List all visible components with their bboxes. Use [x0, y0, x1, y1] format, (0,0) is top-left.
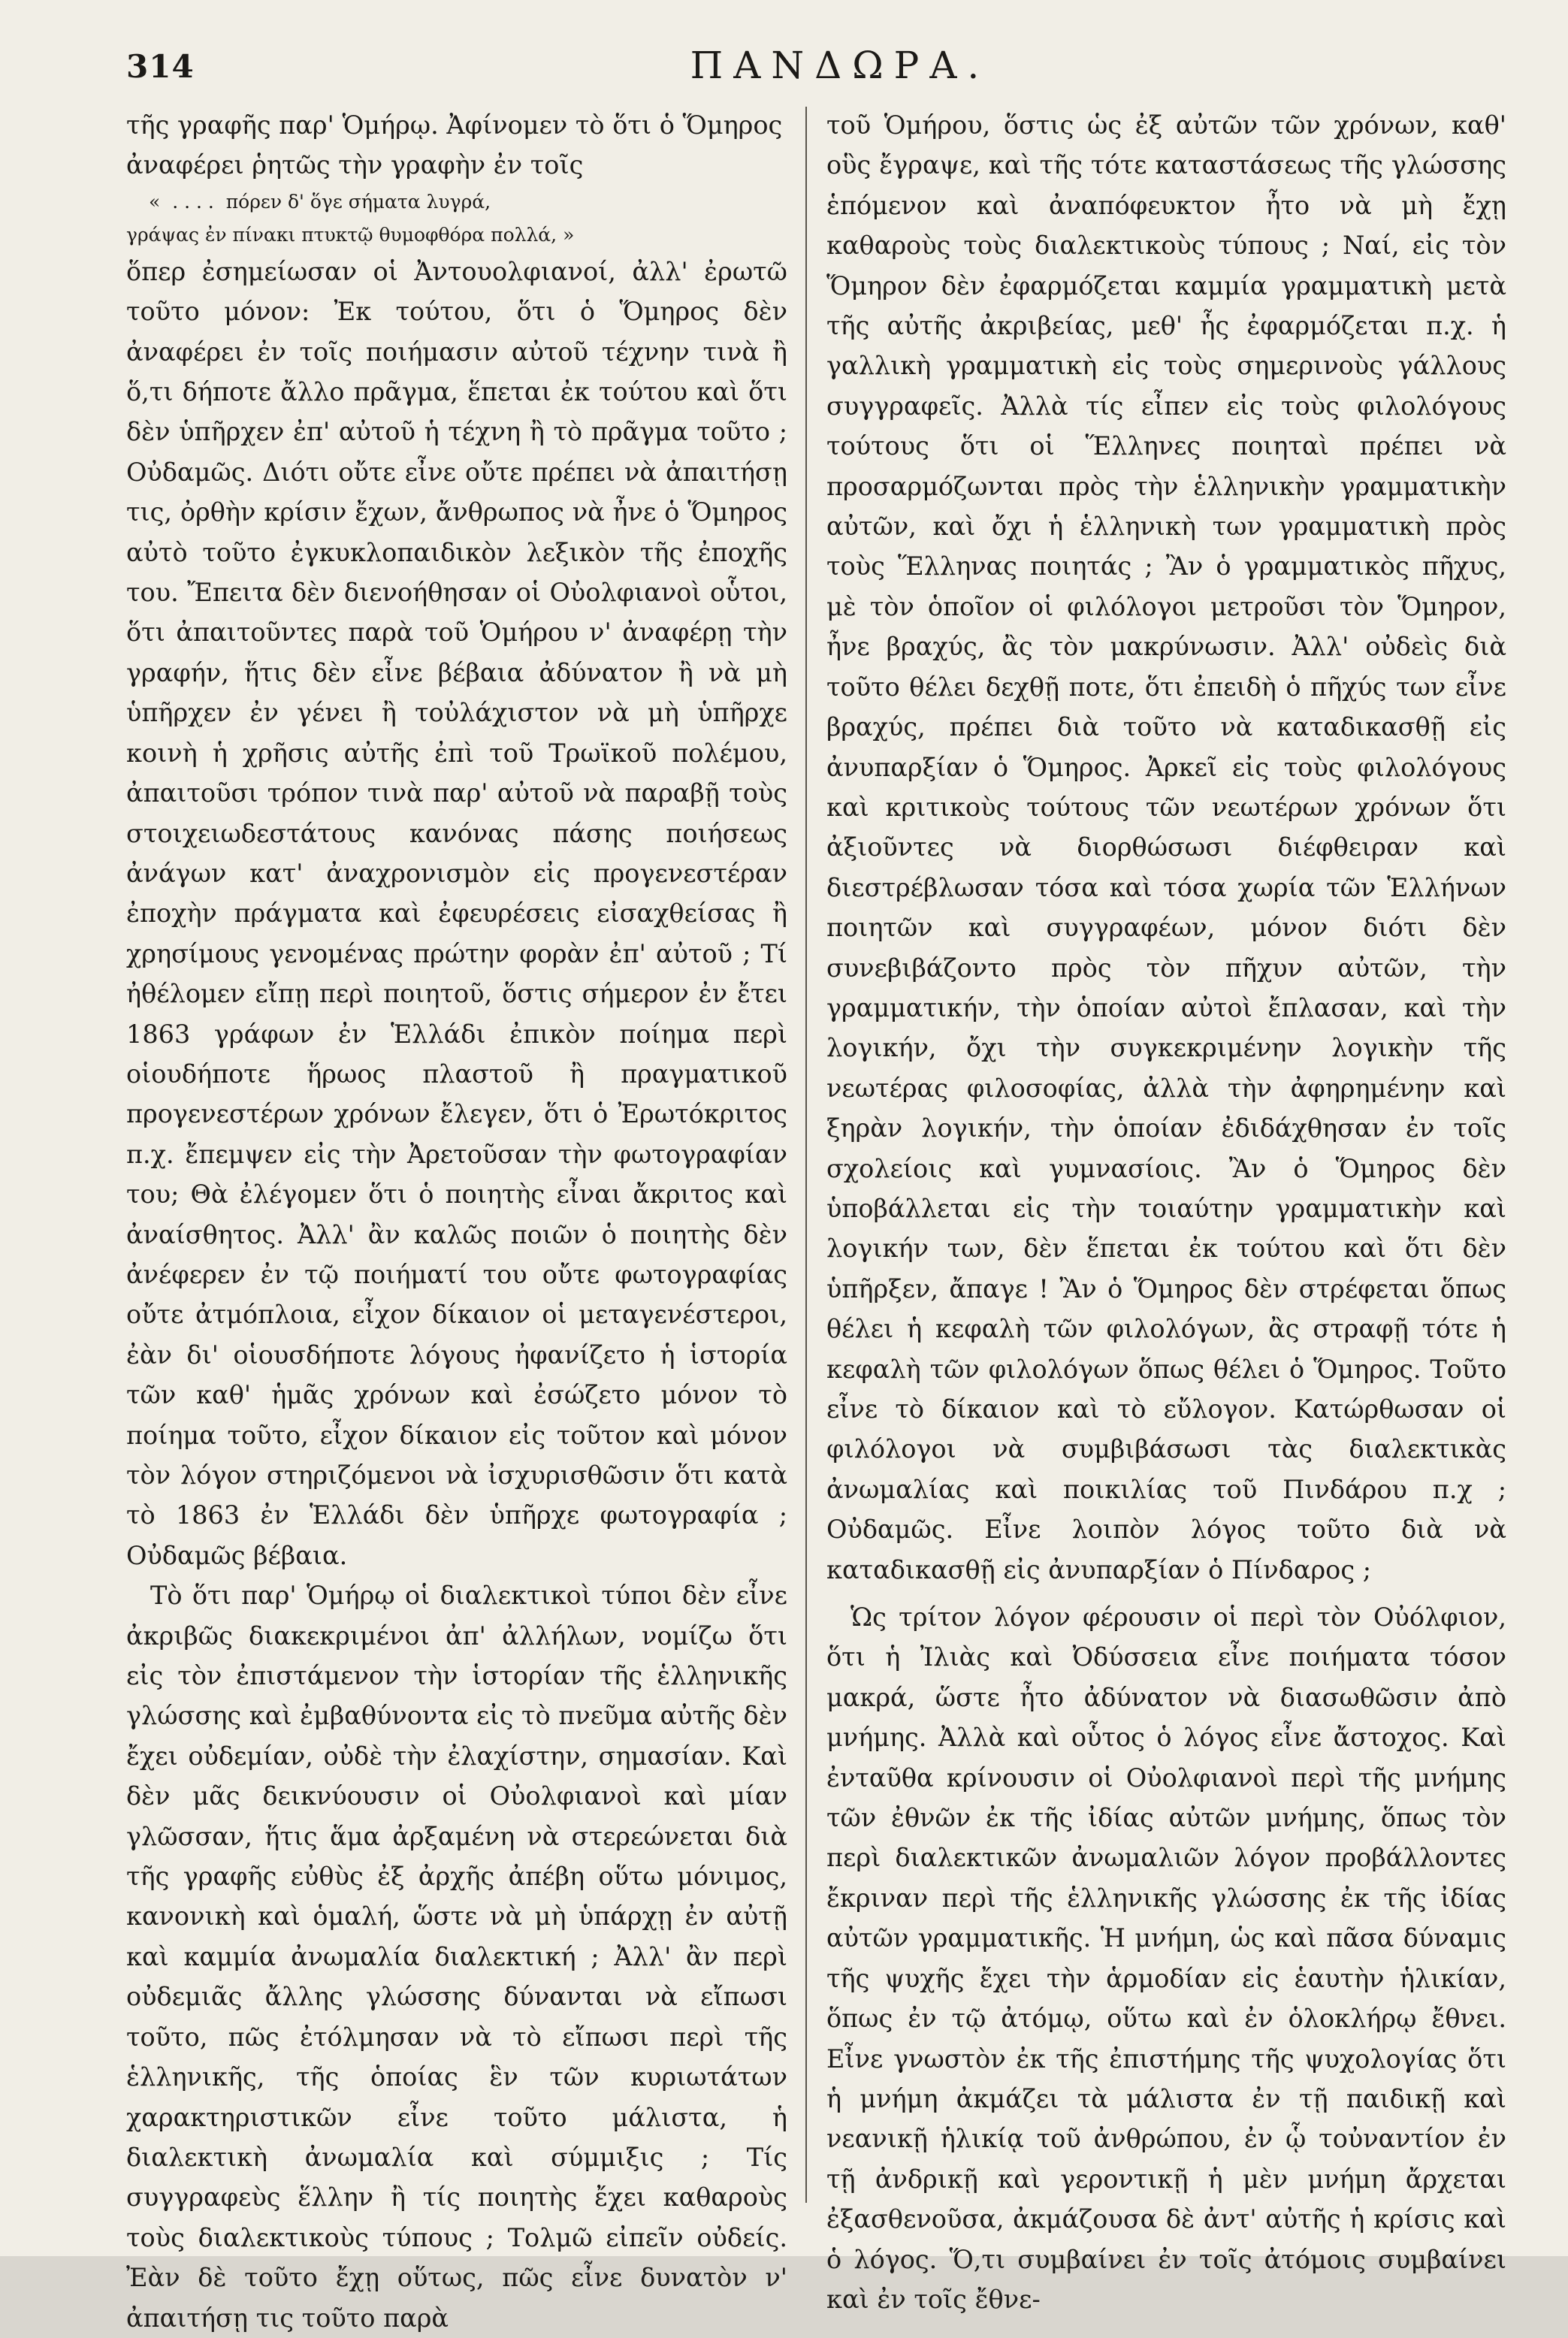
left-column	[126, 105, 787, 2338]
page-header	[126, 44, 1539, 96]
running-title: ΠΑΝΔΩΡΑ.	[690, 44, 990, 87]
left-paragraph-2: ὅπερ ἐσημείωσαν οἱ Ἀντουολφιανοί, ἀλλ' ἐρωτῶ τοῦτο μόνον: Ἐκ τούτου, ὅτι ὁ Ὅμηρος δὲν ἀναφέρει ἐν τοῖς ποιήμασιν αὐτοῦ τέχνην τινὰ ἢ ὅ,τι δήποτε ἄλλο πρᾶγμα, ἕπεται ἐκ τούτου καὶ ὅτι δὲν ὑπῆρχεν ἐπ' αὐτοῦ ἡ τέχνη ἢ τὸ πρᾶγμα τοῦτο ; Οὐδαμῶς. Διότι οὔτε εἶνε οὔτε πρέπει νὰ ἀπαιτήσῃ τις, ὀρθὴν κρίσιν ἔχων, ἄνθρωπος νὰ ἦνε ὁ Ὅμηρος αὐτὸ τοῦτο ἐγκυκλοπαιδικὸν λεξικὸν τῆς ἐποχῆς του. Ἔπειτα δὲν διενοήθησαν οἱ Οὐολφιανοὶ οὗτοι, ὅτι ἀπαιτοῦντες παρὰ τοῦ Ὁμήρου ν' ἀναφέρῃ τὴν γραφήν, ἥτις δὲν εἶνε βέβαια ἀδύνατον ἢ νὰ μὴ ὑπῆρχεν ἐν γένει ἢ τοὐλάχιστον νὰ μὴ ὑπῆρχε κοινὴ ἡ χρῆσις αὐτῆς ἐπὶ τοῦ Τρωϊκοῦ πολέμου, ἀπαιτοῦσι τρόπον τινὰ παρ' αὐτοῦ νὰ παραβῇ τοὺς στοιχειωδεστάτους κανόνας πάσης ποιήσεως ἀνάγων κατ' ἀναχρονισμὸν εἰς προγενεστέραν ἐποχὴν πράγματα καὶ ἐφευρέσεις εἰσαχθείσας ἢ χρησίμους γενομένας πρώτην φορὰν ἐπ' αὐτοῦ ; Τί ἠθέλομεν εἴπῃ περὶ ποιητοῦ, ὅστις σήμερον ἐν ἔτει 1863 γράφων ἐν Ἑλλάδι ἐπικὸν ποίημα περὶ οἱουδήποτε ἥρωος πλαστοῦ ἢ πραγματικοῦ προγενεστέρων χρόνων ἔλεγεν, ὅτι ὁ Ἐρωτόκριτος π.χ. ἔπεμψεν εἰς τὴν Ἀρετοῦσαν τὴν φωτογραφίαν του; Θὰ ἐλέγομεν ὅτι ὁ ποιητὴς εἶναι ἄκριτος καὶ ἀναίσθητος. Ἀλλ' ἂν καλῶς ποιῶν ὁ ποιητὴς δὲν ἀνέφερεν ἐν τῷ ποιήματί του οὔτε φωτογραφίας οὔτε ἀτμόπλοια, εἶχον δίκαιον οἱ μεταγενέστεροι, ἐὰν δι' οἱουσδήποτε λόγους ἠφανίζετο ἡ ἱστορία τῶν καθ' ἡμᾶς χρόνων καὶ ἐσώζετο μόνον τὸ ποίημα τοῦτο, εἶχον δίκαιον εἰς τοῦτον καὶ μόνον τὸν λόγον στηριζόμενοι νὰ ἰσχυρισθῶσιν ὅτι κατὰ τὸ 1863 ἐν Ἑλλάδι δὲν ὑπῆρχε φωτογραφία ; Οὐδαμῶς βέβαια.	[126, 256, 787, 1570]
column-divider	[805, 107, 807, 2203]
left-paragraph-1-line-2: ἀναφέρει ῥητῶς τὴν γραφὴν ἐν τοῖς	[126, 150, 584, 180]
right-paragraph-1: τοῦ Ὁμήρου, ὅστις ὡς ἐξ αὐτῶν τῶν χρόνων, καθ' οὓς ἔγραψε, καὶ τῆς τότε καταστάσεως τῆς γλώσσης ἑπόμενον καὶ ἀναπόφευκτον ἦτο νὰ μὴ ἔχῃ καθαροὺς τοὺς διαλεκτικοὺς τύπους ; Ναί, εἰς τὸν Ὅμηρον δὲν ἐφαρμόζεται καμμία γραμματικὴ μετὰ τῆς αὐτῆς ἀκριβείας, μεθ' ἧς ἐφαρμόζεται π.χ. ἡ γαλλικὴ γραμματικὴ εἰς τοὺς σημερινοὺς γάλλους συγγραφεῖς. Ἀλλὰ τίς εἶπεν εἰς τοὺς φιλολόγους τούτους ὅτι οἱ Ἕλληνες ποιηταὶ πρέπει νὰ προσαρμόζωνται πρὸς τὴν ἑλληνικὴν γραμματικὴν αὐτῶν, καὶ ὄχι ἡ ἑλληνικὴ των γραμματικὴ πρὸς τοὺς Ἕλληνας ποιητάς ; Ἂν ὁ γραμματικὸς πῆχυς, μὲ τὸν ὁποῖον οἱ φιλόλογοι μετροῦσι τὸν Ὅμηρον, ἦνε βραχύς, ἂς τὸν μακρύνωσιν. Ἀλλ' οὐδεὶς διὰ τοῦτο θέλει δεχθῇ ποτε, ὅτι ἐπειδὴ ὁ πῆχύς των εἶνε βραχύς, πρέπει διὰ τοῦτο νὰ καταδικασθῇ εἰς ἀνυπαρξίαν ὁ Ὅμηρος. Ἀρκεῖ εἰς τοὺς φιλολόγους καὶ κριτικοὺς τούτους τῶν νεωτέρων χρόνων ὅτι ἀξιοῦντες νὰ διορθώσωσι διέφθειραν καὶ διεστρέβλωσαν τόσα καὶ τόσα χωρία τῶν Ἑλλήνων ποιητῶν καὶ συγγραφέων, μόνον διότι δὲν συνεβιβάζοντο πρὸς τὸν πῆχυν αὐτῶν, τὴν γραμματικήν, τὴν ὁποίαν αὐτοὶ ἔπλασαν, καὶ τὴν λογικήν, ὄχι τὴν συγκεκριμένην λογικὴν τῆς νεωτέρας φιλοσοφίας, ἀλλὰ τὴν ἀφηρημένην καὶ ξηρὰν λογικήν, τὴν ὁποίαν ἐδιδάχθησαν ἐν τοῖς σχολείοις καὶ γυμνασίοις. Ἂν ὁ Ὅμηρος δὲν ὑποβάλλεται εἰς τὴν τοιαύτην γραμματικὴν καὶ λογικήν των, δὲν ἕπεται ἐκ τούτου καὶ ὅτι δὲν ὑπῆρξεν, ἄπαγε ! Ἂν ὁ Ὅμηρος δὲν στρέφεται ὅπως θέλει ἡ κεφαλὴ τῶν φιλολόγων, ἂς στραφῇ τότε ἡ κεφαλὴ τῶν φιλολόγων ὅπως θέλει ὁ Ὅμηρος. Τοῦτο εἶνε τὸ δίκαιον καὶ τὸ εὔλογον. Κατώρθωσαν οἱ φιλόλογοι νὰ συμβιβάσωσι τὰς διαλεκτικὰς ἀνωμαλίας καὶ ποικιλίας τοῦ Πινδάρου π.χ ; Οὐδαμῶς. Εἶνε λοιπὸν λόγος τοῦτο διὰ νὰ καταδικασθῇ εἰς ἀνυπαρξίαν ὁ Πίνδαρος ;	[826, 110, 1506, 1584]
right-paragraph-2: Ὡς τρίτον λόγον φέρουσιν οἱ περὶ τὸν Οὐόλφιον, ὅτι ἡ Ἰλιὰς καὶ Ὀδύσσεια εἶνε ποιήματα τόσον μακρά, ὥστε ἦτο ἀδύνατον νὰ διασωθῶσιν ἀπὸ μνήμης. Ἀλλὰ καὶ οὗτος ὁ λόγος εἶνε ἄστοχος. Καὶ ἐνταῦθα κρίνουσιν οἱ Οὐολφιανοὶ περὶ τῆς μνήμης τῶν ἐθνῶν ἐκ τῆς ἰδίας αὐτῶν μνήμης, ὅπως τὸν περὶ διαλεκτικῶν ἀνωμαλιῶν λόγον προβάλλοντες ἔκριναν περὶ τῆς ἑλληνικῆς γλώσσης ἐκ τῆς ἰδίας αὐτῶν γραμματικῆς. Ἡ μνήμη, ὡς καὶ πᾶσα δύναμις τῆς ψυχῆς ἔχει τὴν ἁρμοδίαν εἰς ἑαυτὴν ἡλικίαν, ὅπως ἐν τῷ ἀτόμῳ, οὕτω καὶ ἐν ὁλοκλήρῳ ἔθνει. Εἶνε γνωστὸν ἐκ τῆς ἐπιστήμης τῆς ψυχολογίας ὅτι ἡ μνήμη ἀκμάζει τὰ μάλιστα ἐν τῇ παιδικῇ καὶ νεανικῇ ἡλικίᾳ τοῦ ἀνθρώπου, ἐν ᾧ τοὐναντίον ἐν τῇ ἀνδρικῇ καὶ γεροντικῇ ἡ μὲν μνήμη ἄρχεται ἐξασθενοῦσα, ἀκμάζουσα δὲ ἀντ' αὐτῆς ἡ κρίσις καὶ ὁ λόγος. Ὅ,τι συμβαίνει ἐν τοῖς ἀτόμοις συμβαίνει καὶ ἐν τοῖς ἔθνε-	[826, 1602, 1506, 2314]
left-paragraph-3: Τὸ ὅτι παρ' Ὁμήρῳ οἱ διαλεκτικοὶ τύποι δὲν εἶνε ἀκριβῶς διακεκριμένοι ἀπ' ἀλλήλων, νομίζω ὅτι εἰς τὸν ἐπιστάμενον τὴν ἱστορίαν τῆς ἑλληνικῆς γλώσσης καὶ ἐμβαθύνοντα εἰς τὸ πνεῦμα αὐτῆς δὲν ἔχει οὐδεμίαν, οὐδὲ τὴν ἐλαχίστην, σημασίαν. Καὶ δὲν μᾶς δεικνύουσιν οἱ Οὐολφιανοὶ καὶ μίαν γλῶσσαν, ἥτις ἅμα ἀρξαμένη νὰ στερεώνεται διὰ τῆς γραφῆς εὐθὺς ἐξ ἀρχῆς ἀπέβη οὕτω μόνιμος, κανονικὴ καὶ ὁμαλή, ὥστε νὰ μὴ ὑπάρχῃ ἐν αὐτῇ καὶ καμμία ἀνωμαλία διαλεκτική ; Ἀλλ' ἂν περὶ οὐδεμιᾶς ἄλλης γλώσσης δύνανται νὰ εἴπωσι τοῦτο, πῶς ἐτόλμησαν νὰ τὸ εἴπωσι περὶ τῆς ἑλληνικῆς, τῆς ὁποίας ἓν τῶν κυριωτάτων χαρακτηριστικῶν εἶνε τοῦτο μάλιστα, ἡ διαλεκτικὴ ἀνωμαλία καὶ σύμμιξις ; Τίς συγγραφεὺς ἕλλην ἢ τίς ποιητὴς ἔχει καθαροὺς τοὺς διαλεκτικοὺς τύπους ; Τολμῶ εἰπεῖν οὐδείς. Ἐὰν δὲ τοῦτο ἔχῃ οὕτως, πῶς εἶνε δυνατὸν ν' ἀπαιτήσῃ τις τοῦτο παρὰ	[126, 1581, 788, 2333]
right-column	[826, 105, 1506, 2319]
page-number: 314	[126, 48, 195, 85]
paragraph-spacer	[826, 1590, 1506, 1597]
quoted-verse-line-1: « . . . . πόρεν δ' ὅγε σήματα λυγρά,	[149, 190, 491, 213]
left-paragraph-1-line-1: τῆς γραφῆς παρ' Ὁμήρῳ. Ἀφίνομεν τὸ ὅτι ὁ Ὅμηρος	[126, 110, 783, 140]
quoted-verse-line-2: γράψας ἐν πίνακι πτυκτῷ θυμοφθόρα πολλά, »	[126, 223, 575, 246]
